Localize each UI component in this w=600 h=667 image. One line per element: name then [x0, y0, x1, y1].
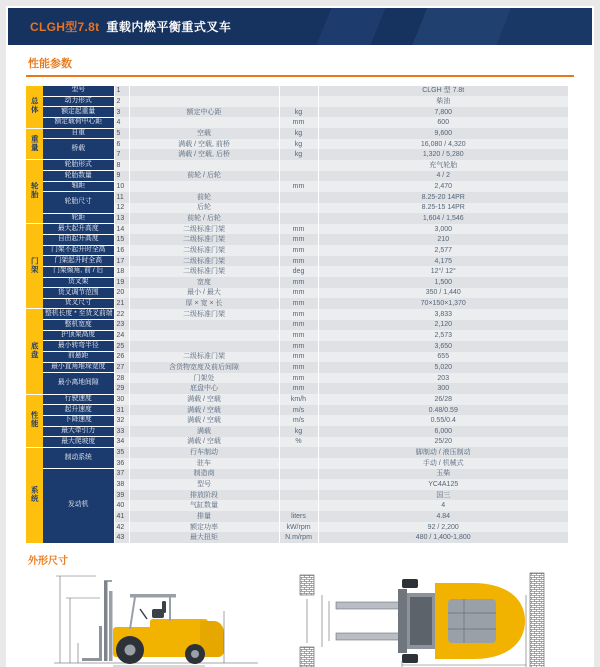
- category-cell: [26, 86, 43, 129]
- value-cell: 655: [318, 352, 568, 363]
- row-number-cell: 39: [114, 490, 129, 501]
- unit-cell: [279, 171, 318, 182]
- unit-cell: kg: [279, 426, 318, 437]
- row-number-cell: 8: [114, 160, 129, 171]
- unit-cell: [279, 96, 318, 107]
- table-row: [26, 181, 568, 192]
- unit-cell: m/s: [279, 405, 318, 416]
- table-row: [26, 128, 568, 139]
- condition-cell: 底盘中心: [129, 383, 279, 394]
- condition-cell: [129, 330, 279, 341]
- row-number-cell: 12: [114, 203, 129, 214]
- parameter-cell: 门架倾角, 前 / 后: [43, 266, 114, 277]
- table-row: [26, 437, 568, 448]
- condition-cell: 满载: [129, 426, 279, 437]
- dimensions-section-title: 外形尺寸: [28, 555, 68, 567]
- condition-cell: 额定功率: [129, 522, 279, 533]
- category-label: 系统: [30, 485, 40, 503]
- unit-cell: [279, 213, 318, 224]
- unit-cell: km/h: [279, 394, 318, 405]
- unit-cell: mm: [279, 383, 318, 394]
- category-label: 底盘: [30, 342, 40, 360]
- condition-cell: 前轮 / 后轮: [129, 213, 279, 224]
- value-cell: 玉柴: [318, 469, 568, 480]
- row-number-cell: 23: [114, 320, 129, 331]
- parameter-cell: 自重: [43, 128, 114, 139]
- condition-cell: 厚 × 宽 × 长: [129, 298, 279, 309]
- row-number-cell: 33: [114, 426, 129, 437]
- condition-cell: 满载 / 空载: [129, 415, 279, 426]
- unit-cell: mm: [279, 298, 318, 309]
- orange-divider: [26, 75, 574, 77]
- unit-cell: [279, 160, 318, 171]
- table-row: [26, 256, 568, 267]
- row-number-cell: 18: [114, 266, 129, 277]
- unit-cell: [279, 86, 318, 97]
- parameter-cell: 发动机: [43, 469, 114, 543]
- value-cell: 600: [318, 117, 568, 128]
- condition-cell: [129, 181, 279, 192]
- condition-cell: 二级标准门架: [129, 245, 279, 256]
- unit-cell: mm: [279, 277, 318, 288]
- condition-cell: 最大扭矩: [129, 532, 279, 543]
- row-number-cell: 35: [114, 447, 129, 458]
- condition-cell: [129, 320, 279, 331]
- parameter-cell: 最大爬坡度: [43, 437, 114, 448]
- unit-cell: mm: [279, 181, 318, 192]
- table-row: [26, 107, 568, 118]
- condition-cell: 空载: [129, 128, 279, 139]
- parameter-cell: 门架不起升时全高: [43, 245, 114, 256]
- value-cell: 3,650: [318, 341, 568, 352]
- value-cell: 12°/ 12°: [318, 266, 568, 277]
- parameter-cell: 型号: [43, 86, 114, 97]
- table-row: [26, 330, 568, 341]
- table-row: [26, 373, 568, 384]
- row-number-cell: 5: [114, 128, 129, 139]
- parameter-cell: 额定起重量: [43, 107, 114, 118]
- condition-cell: 最小 / 最大: [129, 288, 279, 299]
- table-row: [26, 171, 568, 182]
- value-cell: 3,000: [318, 224, 568, 235]
- table-row: [26, 117, 568, 128]
- parameter-cell: 门架起升时全高: [43, 256, 114, 267]
- value-cell: 脚制动 / 液压制动: [318, 447, 568, 458]
- condition-cell: 后轮: [129, 203, 279, 214]
- table-row: [26, 160, 568, 171]
- value-cell: 92 / 2,200: [318, 522, 568, 533]
- table-row: [26, 309, 568, 320]
- row-number-cell: 40: [114, 500, 129, 511]
- parameter-cell: 轮距: [43, 213, 114, 224]
- unit-cell: kg: [279, 149, 318, 160]
- unit-cell: mm: [279, 288, 318, 299]
- table-row: [26, 352, 568, 363]
- category-cell: [26, 224, 43, 309]
- row-number-cell: 11: [114, 192, 129, 203]
- parameter-cell: 整机宽度: [43, 320, 114, 331]
- unit-cell: mm: [279, 256, 318, 267]
- spec-table: [26, 85, 568, 544]
- forklift-side-view-drawing: [50, 571, 264, 667]
- row-number-cell: 19: [114, 277, 129, 288]
- model-code: CLGH型7.8t: [30, 20, 100, 34]
- row-number-cell: 14: [114, 224, 129, 235]
- condition-cell: [129, 96, 279, 107]
- condition-cell: 排放阶段: [129, 490, 279, 501]
- value-cell: 8.25-20 14PR: [318, 192, 568, 203]
- condition-cell: [129, 86, 279, 97]
- parameter-cell: 下降速度: [43, 415, 114, 426]
- parameter-cell: 前悬距: [43, 352, 114, 363]
- row-number-cell: 41: [114, 511, 129, 522]
- table-row: [26, 288, 568, 299]
- table-row: [26, 394, 568, 405]
- row-number-cell: 15: [114, 234, 129, 245]
- value-cell: 7,800: [318, 107, 568, 118]
- content-area: [6, 55, 594, 667]
- row-number-cell: 1: [114, 86, 129, 97]
- category-label: 总体: [30, 97, 40, 115]
- row-number-cell: 10: [114, 181, 129, 192]
- table-row: [26, 405, 568, 416]
- value-cell: 480 / 1,400-1,800: [318, 532, 568, 543]
- value-cell: CLGH 型 7.8t: [318, 86, 568, 97]
- unit-cell: liters: [279, 511, 318, 522]
- table-row: [26, 192, 568, 203]
- unit-cell: mm: [279, 330, 318, 341]
- row-number-cell: 3: [114, 107, 129, 118]
- value-cell: YC4A125: [318, 479, 568, 490]
- unit-cell: [279, 447, 318, 458]
- value-cell: 4 / 2: [318, 171, 568, 182]
- table-row: [26, 245, 568, 256]
- parameter-cell: 额定载荷中心距: [43, 117, 114, 128]
- row-number-cell: 9: [114, 171, 129, 182]
- condition-cell: 驻车: [129, 458, 279, 469]
- row-number-cell: 43: [114, 532, 129, 543]
- table-row: [26, 415, 568, 426]
- category-cell: [26, 447, 43, 543]
- row-number-cell: 32: [114, 415, 129, 426]
- value-cell: 2,577: [318, 245, 568, 256]
- spec-sheet-page: [6, 6, 594, 667]
- condition-cell: 含货物宽度及前后间隙: [129, 362, 279, 373]
- category-cell: [26, 309, 43, 394]
- value-cell: 70×150×1,370: [318, 298, 568, 309]
- category-label: 门架: [30, 256, 40, 274]
- table-row: [26, 139, 568, 150]
- table-row: [26, 298, 568, 309]
- table-row: [26, 341, 568, 352]
- table-row: [26, 426, 568, 437]
- unit-cell: m/s: [279, 415, 318, 426]
- header-banner: [8, 8, 592, 45]
- value-cell: 1,500: [318, 277, 568, 288]
- value-cell: 6,000: [318, 426, 568, 437]
- condition-cell: 气缸数量: [129, 500, 279, 511]
- unit-cell: mm: [279, 117, 318, 128]
- row-number-cell: 25: [114, 341, 129, 352]
- row-number-cell: 37: [114, 469, 129, 480]
- value-cell: 5,020: [318, 362, 568, 373]
- condition-cell: 满载 / 空载: [129, 394, 279, 405]
- condition-cell: 额定中心距: [129, 107, 279, 118]
- condition-cell: 宽度: [129, 277, 279, 288]
- parameter-cell: 轮胎形式: [43, 160, 114, 171]
- parameter-cell: 制动系统: [43, 447, 114, 468]
- condition-cell: 前轮: [129, 192, 279, 203]
- category-label: 轮胎: [30, 182, 40, 200]
- category-label: 重量: [30, 134, 40, 152]
- value-cell: 9,600: [318, 128, 568, 139]
- parameter-cell: 动力形式: [43, 96, 114, 107]
- unit-cell: kg: [279, 107, 318, 118]
- row-number-cell: 30: [114, 394, 129, 405]
- row-number-cell: 22: [114, 309, 129, 320]
- unit-cell: [279, 469, 318, 480]
- forklift-top-view-drawing: [298, 571, 550, 667]
- product-name: 重载内燃平衡重式叉车: [106, 20, 232, 34]
- condition-cell: [129, 341, 279, 352]
- unit-cell: mm: [279, 224, 318, 235]
- row-number-cell: 16: [114, 245, 129, 256]
- row-number-cell: 38: [114, 479, 129, 490]
- condition-cell: 二级标准门架: [129, 256, 279, 267]
- dimension-drawings: [26, 569, 574, 667]
- row-number-cell: 36: [114, 458, 129, 469]
- condition-cell: 行车制动: [129, 447, 279, 458]
- parameter-cell: 起升速度: [43, 405, 114, 416]
- row-number-cell: 34: [114, 437, 129, 448]
- value-cell: 203: [318, 373, 568, 384]
- value-cell: 3,833: [318, 309, 568, 320]
- unit-cell: N.m/rpm: [279, 532, 318, 543]
- parameter-cell: 货叉调节范围: [43, 288, 114, 299]
- value-cell: 1,320 / 5,280: [318, 149, 568, 160]
- unit-cell: [279, 490, 318, 501]
- parameter-cell: 最小直角堆垛宽度: [43, 362, 114, 373]
- condition-cell: 满载 / 空载: [129, 405, 279, 416]
- condition-cell: 满载 / 空载, 后桥: [129, 149, 279, 160]
- value-cell: 8.25-15 14PR: [318, 203, 568, 214]
- unit-cell: [279, 479, 318, 490]
- unit-cell: mm: [279, 341, 318, 352]
- row-number-cell: 7: [114, 149, 129, 160]
- unit-cell: kg: [279, 139, 318, 150]
- parameter-cell: 最小转弯半径: [43, 341, 114, 352]
- value-cell: 2,120: [318, 320, 568, 331]
- row-number-cell: 21: [114, 298, 129, 309]
- parameter-cell: 行驶速度: [43, 394, 114, 405]
- parameter-cell: 最大牵引力: [43, 426, 114, 437]
- condition-cell: 制造商: [129, 469, 279, 480]
- condition-cell: 满载 / 空载: [129, 437, 279, 448]
- parameter-cell: 轮胎尺寸: [43, 192, 114, 213]
- condition-cell: [129, 160, 279, 171]
- unit-cell: mm: [279, 352, 318, 363]
- row-number-cell: 27: [114, 362, 129, 373]
- table-row: [26, 96, 568, 107]
- parameter-cell: 整机长度 * 至货叉前端: [43, 309, 114, 320]
- condition-cell: 前轮 / 后轮: [129, 171, 279, 182]
- value-cell: 210: [318, 234, 568, 245]
- parameter-cell: 货叉架: [43, 277, 114, 288]
- value-cell: 4: [318, 500, 568, 511]
- table-row: [26, 213, 568, 224]
- condition-cell: 型号: [129, 479, 279, 490]
- row-number-cell: 6: [114, 139, 129, 150]
- unit-cell: mm: [279, 362, 318, 373]
- value-cell: 2,573: [318, 330, 568, 341]
- row-number-cell: 20: [114, 288, 129, 299]
- table-row: [26, 277, 568, 288]
- category-cell: [26, 394, 43, 447]
- category-cell: [26, 128, 43, 160]
- parameter-cell: 轮胎数量: [43, 171, 114, 182]
- parameter-cell: 自由起升高度: [43, 234, 114, 245]
- value-cell: 300: [318, 383, 568, 394]
- condition-cell: 排量: [129, 511, 279, 522]
- performance-section-title: 性能参数: [28, 58, 72, 70]
- unit-cell: mm: [279, 373, 318, 384]
- unit-cell: %: [279, 437, 318, 448]
- row-number-cell: 17: [114, 256, 129, 267]
- condition-cell: 二级标准门架: [129, 309, 279, 320]
- unit-cell: [279, 203, 318, 214]
- table-row: [26, 224, 568, 235]
- table-row: [26, 320, 568, 331]
- table-row: [26, 469, 568, 480]
- row-number-cell: 2: [114, 96, 129, 107]
- value-cell: 手动 / 机械式: [318, 458, 568, 469]
- spec-table-body: [26, 86, 568, 544]
- value-cell: 2,470: [318, 181, 568, 192]
- value-cell: 350 / 1,440: [318, 288, 568, 299]
- condition-cell: 二级标准门架: [129, 224, 279, 235]
- unit-cell: mm: [279, 234, 318, 245]
- category-cell: [26, 160, 43, 224]
- unit-cell: deg: [279, 266, 318, 277]
- parameter-cell: 货叉尺寸: [43, 298, 114, 309]
- unit-cell: [279, 192, 318, 203]
- unit-cell: [279, 458, 318, 469]
- row-number-cell: 42: [114, 522, 129, 533]
- unit-cell: mm: [279, 245, 318, 256]
- value-cell: 4.84: [318, 511, 568, 522]
- category-label: 性能: [30, 411, 40, 429]
- condition-cell: 二级标准门架: [129, 352, 279, 363]
- value-cell: 充气轮胎: [318, 160, 568, 171]
- parameter-cell: 轴距: [43, 181, 114, 192]
- table-row: [26, 234, 568, 245]
- condition-cell: 门架处: [129, 373, 279, 384]
- table-row: [26, 86, 568, 97]
- parameter-cell: 最小离地间隙: [43, 373, 114, 394]
- condition-cell: [129, 117, 279, 128]
- value-cell: 16,080 / 4,320: [318, 139, 568, 150]
- value-cell: 1,604 / 1,546: [318, 213, 568, 224]
- condition-cell: 二级标准门架: [129, 234, 279, 245]
- value-cell: 0.55/0.4: [318, 415, 568, 426]
- row-number-cell: 26: [114, 352, 129, 363]
- table-row: [26, 362, 568, 373]
- row-number-cell: 4: [114, 117, 129, 128]
- parameter-cell: 桥载: [43, 139, 114, 160]
- parameter-cell: 最大起升高度: [43, 224, 114, 235]
- condition-cell: 二级标准门架: [129, 266, 279, 277]
- row-number-cell: 31: [114, 405, 129, 416]
- value-cell: 0.48/0.59: [318, 405, 568, 416]
- condition-cell: 满载 / 空载, 前桥: [129, 139, 279, 150]
- value-cell: 26/28: [318, 394, 568, 405]
- unit-cell: [279, 500, 318, 511]
- unit-cell: kW/rpm: [279, 522, 318, 533]
- unit-cell: mm: [279, 320, 318, 331]
- unit-cell: kg: [279, 128, 318, 139]
- row-number-cell: 24: [114, 330, 129, 341]
- unit-cell: mm: [279, 309, 318, 320]
- row-number-cell: 29: [114, 383, 129, 394]
- value-cell: 4,175: [318, 256, 568, 267]
- table-row: [26, 447, 568, 458]
- value-cell: 25/20: [318, 437, 568, 448]
- row-number-cell: 28: [114, 373, 129, 384]
- value-cell: 国三: [318, 490, 568, 501]
- table-row: [26, 266, 568, 277]
- value-cell: 柴油: [318, 96, 568, 107]
- row-number-cell: 13: [114, 213, 129, 224]
- parameter-cell: 护顶架高度: [43, 330, 114, 341]
